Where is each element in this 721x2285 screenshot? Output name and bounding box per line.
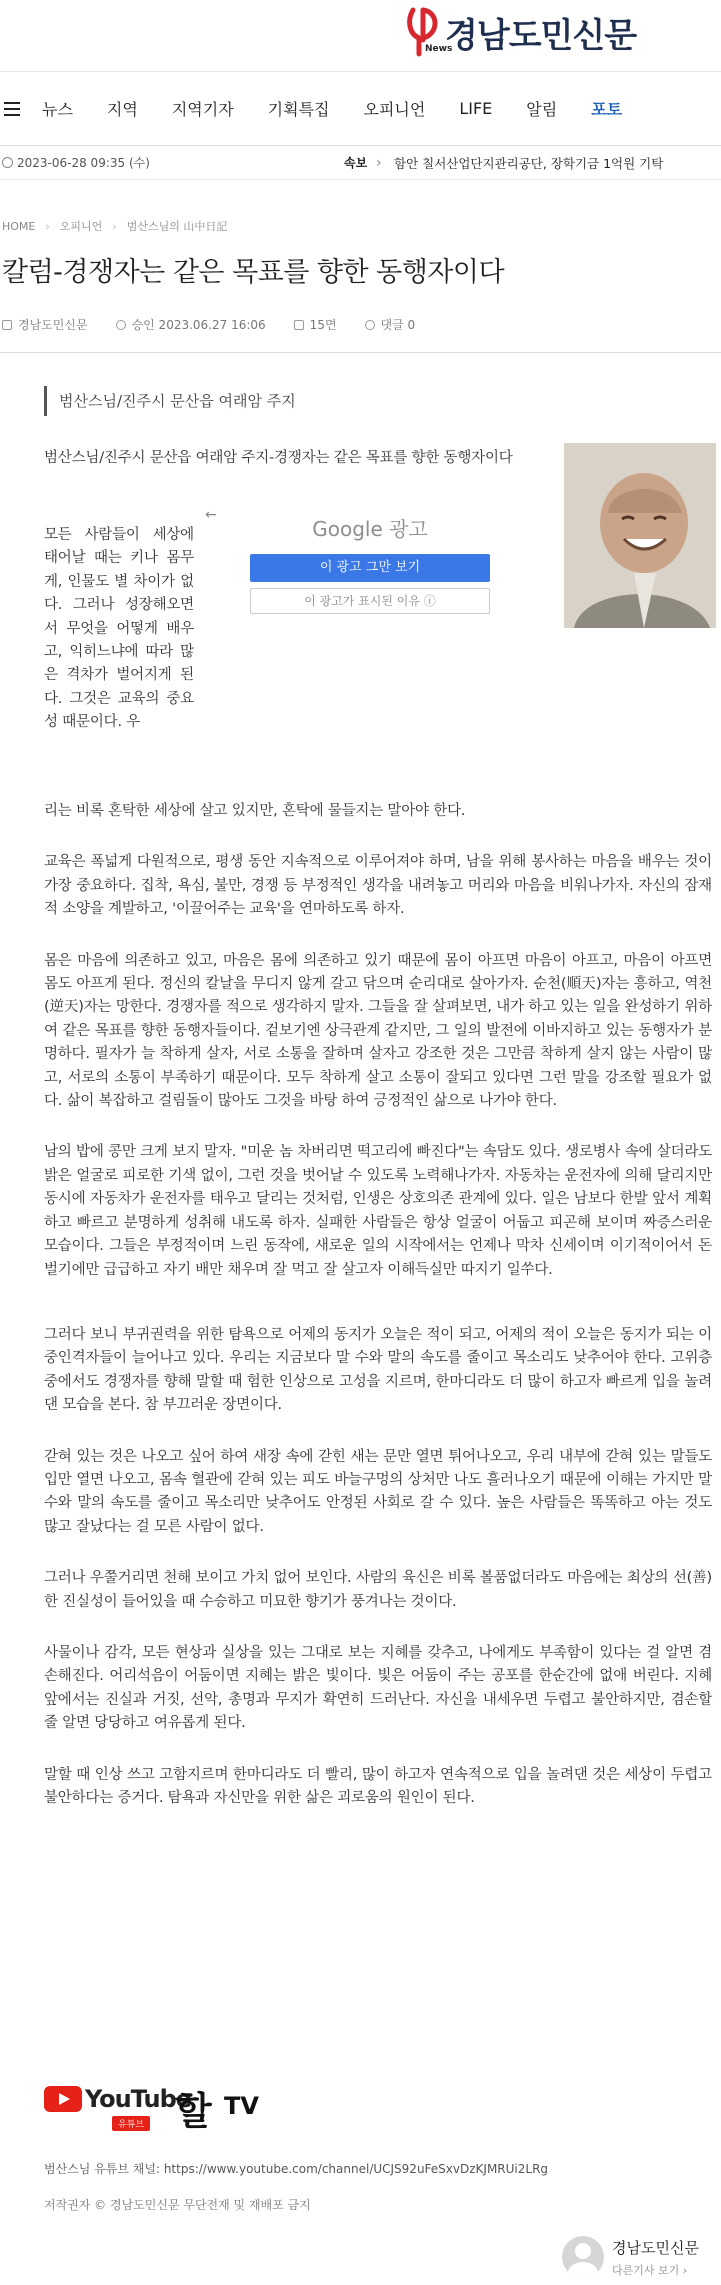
article-title: 칼럼-경쟁자는 같은 목표를 향한 동행자이다 xyxy=(2,257,505,288)
nav-item-news[interactable]: 뉴스 xyxy=(42,100,73,119)
page-icon xyxy=(294,320,304,330)
menu-icon[interactable] xyxy=(0,102,42,116)
tv-logo: TV xyxy=(224,2092,259,2120)
article-paragraph: 갇혀 있는 것은 나오고 싶어 하여 새장 속에 갇힌 새는 문만 열면 튀어나오고, 우리 내부에 갇혀 있는 말들도 입만 열면 나오고, 몸속 혈관에 갇혀 있는 피도 바늘구멍의 상처만 나도 흘러나오기 때문에 이해는 가지만 말 수와 말의 속도를 줄이고 목소리만 낮추어도 안정된 사회로 갈 수 있다. 높은 사람들은 똑똑하고 아는 것도 많고 잘났다는 걸 모른 사람이 없다. xyxy=(44,1448,712,1535)
clock-icon xyxy=(116,320,126,330)
nav-item-feature[interactable]: 기획특집 xyxy=(267,100,330,119)
nav-item-opinion[interactable]: 오피니언 xyxy=(363,100,426,119)
why-ad-button[interactable]: 이 광고가 표시된 이유 ⓘ xyxy=(250,588,490,614)
avatar xyxy=(562,2236,604,2278)
article-body xyxy=(44,800,712,1810)
article-paragraph: 모든 사람들이 세상에 태어날 때는 키나 몸무게, 인물도 별 차이가 없다. 그러나 성장해오면서 무엇을 어떻게 배우고, 익히느냐에 따라 많은 격차가 벌어지게 된다. 그것은 교육의 중요성 때문이다. 우 xyxy=(44,527,194,731)
youtube-logo[interactable] xyxy=(44,2085,192,2130)
meta-approved xyxy=(116,316,266,333)
youtube-wordmark: YouTube xyxy=(85,2085,192,2113)
ad-title: Google 광고 xyxy=(312,517,428,541)
comment-count[interactable]: 댓글 0 xyxy=(380,318,416,332)
article-subtitle: 범산스님/진주시 문산읍 여래암 주지 xyxy=(44,386,714,416)
article-paragraph: 리는 비록 혼탁한 세상에 살고 있지만, 혼탁에 물들지는 말아야 한다. xyxy=(44,803,466,819)
approved-date: 승인 2023.06.27 16:06 xyxy=(131,318,266,332)
logo-mark-icon xyxy=(405,4,453,60)
logo-news-label: News xyxy=(425,44,453,54)
main-nav xyxy=(0,72,721,146)
hal-logo: 할 xyxy=(175,2088,212,2133)
author-name: 경남도민신문 xyxy=(18,318,88,332)
article-meta xyxy=(2,316,415,333)
breadcrumb-separator-icon: › xyxy=(112,219,117,233)
monk-portrait-image xyxy=(564,443,716,628)
youtube-play-icon xyxy=(44,2086,82,2112)
divider xyxy=(0,352,721,353)
breaking-label: 속보 xyxy=(344,156,368,170)
clock-icon xyxy=(2,157,13,168)
author-box-name: 경남도민신문 xyxy=(612,2238,699,2257)
meta-comments[interactable] xyxy=(365,316,416,333)
more-articles-link[interactable]: 다른기사 보기 › xyxy=(612,2263,688,2277)
page-number: 15면 xyxy=(309,318,337,332)
site-header xyxy=(0,0,721,72)
current-date: 2023-06-28 09:35 (수) xyxy=(17,156,150,170)
stop-ad-button[interactable]: 이 광고 그만 보기 xyxy=(250,554,490,582)
article-paragraph: 사물이나 감각, 모든 현상과 실상을 있는 그대로 보는 지혜를 갖추고, 나에게도 부족함이 있다는 걸 알면 겸손해진다. 어리석음이 어둠이면 지혜는 밝은 빛이다. 빛은 어둠이 주는 공포를 한순간에 없애 버린다. 지혜 앞에서는 진실과 거짓, 선악, 총명과 무지가 확연히 드러난다. 자신을 내세우면 두렵고 불안하지만, 겸손할 줄 알면 당당하고 여유롭게 된다. xyxy=(44,1644,712,1732)
copyright: 저작권자 © 경남도민신문 무단전재 및 재배포 금지 xyxy=(44,2198,311,2212)
site-logo[interactable] xyxy=(405,4,636,60)
back-arrow-icon[interactable]: ← xyxy=(205,507,217,523)
nav-item-notice[interactable]: 알림 xyxy=(526,100,558,119)
youtube-badge: 유튜브 xyxy=(112,2116,150,2131)
nav-item-region-reporter[interactable]: 지역기자 xyxy=(171,100,234,119)
author-photo xyxy=(564,443,716,628)
nav-item-region[interactable]: 지역 xyxy=(106,100,138,119)
article-intro: 범산스님/진주시 문산읍 여래암 주지-경쟁자는 같은 목표를 향한 동행자이다 xyxy=(44,450,513,466)
article-paragraph: 교육은 폭넓게 다원적으로, 평생 동안 지속적으로 이루어져야 하며, 남을 위해 봉사하는 마음을 배우는 것이 가장 중요하다. 집착, 욕심, 불만, 경쟁 등 부정적인 생각을 내려놓고 머리와 마음을 비워나가자. 자신의 잠재적 소양을 계발하고, '이끌어주는 교육'을 연마하도록 하자. xyxy=(44,854,712,918)
youtube-channel-link[interactable]: 범산스님 유튜브 채널: https://www.youtube.com/channel/UCJS92uFeSxvDzKJMRUi2LRg xyxy=(44,2162,549,2176)
nav-item-life[interactable]: LIFE xyxy=(459,99,493,118)
user-icon xyxy=(2,320,12,330)
article-paragraph: 그러나 우쭐거리면 천해 보이고 가치 없어 보인다. 사람의 육신은 비록 볼품없더라도 마음에는 최상의 선(善)한 진실성이 들어있을 때 수승하고 미묘한 향기가 풍겨나는 것이다. xyxy=(44,1570,712,1610)
article-paragraph: 말할 때 인상 쓰고 고함지르며 한마디라도 더 빨리, 많이 하고자 연속적으로 입을 놀려댄 것은 세상이 두렵고 불안하다는 증거다. 탐욕과 자신만을 위한 삶은 괴로움의 원인이 된다. xyxy=(44,1766,712,1806)
chevron-right-icon: › xyxy=(376,154,382,171)
breadcrumb-home[interactable]: HOME xyxy=(2,219,36,233)
breadcrumb-separator-icon: › xyxy=(45,219,50,233)
meta-author xyxy=(2,316,88,333)
meta-page xyxy=(294,316,337,333)
nav-item-photo[interactable]: 포토 xyxy=(591,100,623,119)
breaking-news-link[interactable]: 함안 칠서산업단지관리공단, 장학기금 1억원 기탁 xyxy=(394,155,664,171)
logo-text: 경남도민신문 xyxy=(445,15,637,56)
google-ad xyxy=(205,505,535,785)
breadcrumb-column[interactable]: 범산스님의 山中日記 xyxy=(126,220,228,233)
article-paragraph: 남의 밥에 콩만 크게 보지 말자. "미운 놈 차버리면 떡고리에 빠진다"는 속담도 있다. 생로병사 속에 살더라도 밝은 얼굴로 피로한 기색 없이, 그런 것을 벗어날 수 있도록 노력해나가자. 자동차는 운전자에 의해 달리지만 동시에 자동차가 운전자를 태우고 달리는 것처럼, 인생은 상호의존 관계에 있다. 일은 남보다 한발 앞서 계획하고 빠르고 분명하게 성취해 내도록 하자. 실패한 사람들은 항상 얼굴이 어둡고 피곤해 보이며 짜증스러운 모습이다. 그들은 부정적이며 느린 동작에, 새로운 일의 시작에서는 언제나 막차 신세이며 이기적이어서 돈 벌기에만 급급하고 자기 배만 채우며 잘 먹고 잘 살고자 이해득실만 따지기 일쑤다. xyxy=(44,1144,712,1278)
comment-icon xyxy=(365,320,375,330)
author-box[interactable] xyxy=(562,2236,699,2278)
article-paragraph: 몸은 마음에 의존하고 있고, 마음은 몸에 의존하고 있기 때문에 몸이 아프면 마음이 아프고, 마음이 아프면 몸도 아프게 된다. 정신의 칼날을 무디지 않게 갈고 닦으며 순리대로 살아가자. 순천(順天)자는 흥하고, 역천(逆天)자는 망한다. 경쟁자를 적으로 생각하지 말자. 그들을 잘 살펴보면, 내가 하고 있는 일을 완성하기 위하여 같은 목표를 향한 동행자들이다. 겉보기엔 상극관계 같지만, 그 일의 발전에 이바지하고 있는 동행자가 분명하다. 필자가 늘 착하게 살자, 서로 소통을 잘하며 살자고 강조한 것은 그만큼 착하게 살지 않는 사람이 많고, 서로의 소통이 부족하기 때문이다. 모두 착하게 살고 소통이 잘되고 있다면 그런 말을 강조할 필요가 없다. 삶이 복잡하고 걸림돌이 많아도 그것을 바탕 하여 긍정적인 삶으로 나가야 한다. xyxy=(44,952,712,1110)
info-bar xyxy=(0,146,721,180)
article-paragraph: 그러다 보니 부귀권력을 위한 탐욕으로 어제의 동지가 오늘은 적이 되고, 어제의 적이 오늘은 동지가 되는 이중인격자들이 늘어나고 있다. 우리는 지금보다 말 수와 말의 속도를 줄이고 목소리도 낮추어야 한다. 고위층 중에서도 경쟁자를 향해 말할 때 험한 인상으로 고성을 지르며, 한마디라도 더 많이 하고자 빠르게 입을 놀려댄 모습을 본다. 참 부끄러운 장면이다. xyxy=(44,1326,712,1414)
breadcrumb-opinion[interactable]: 오피니언 xyxy=(59,220,103,233)
breadcrumb xyxy=(2,218,227,234)
